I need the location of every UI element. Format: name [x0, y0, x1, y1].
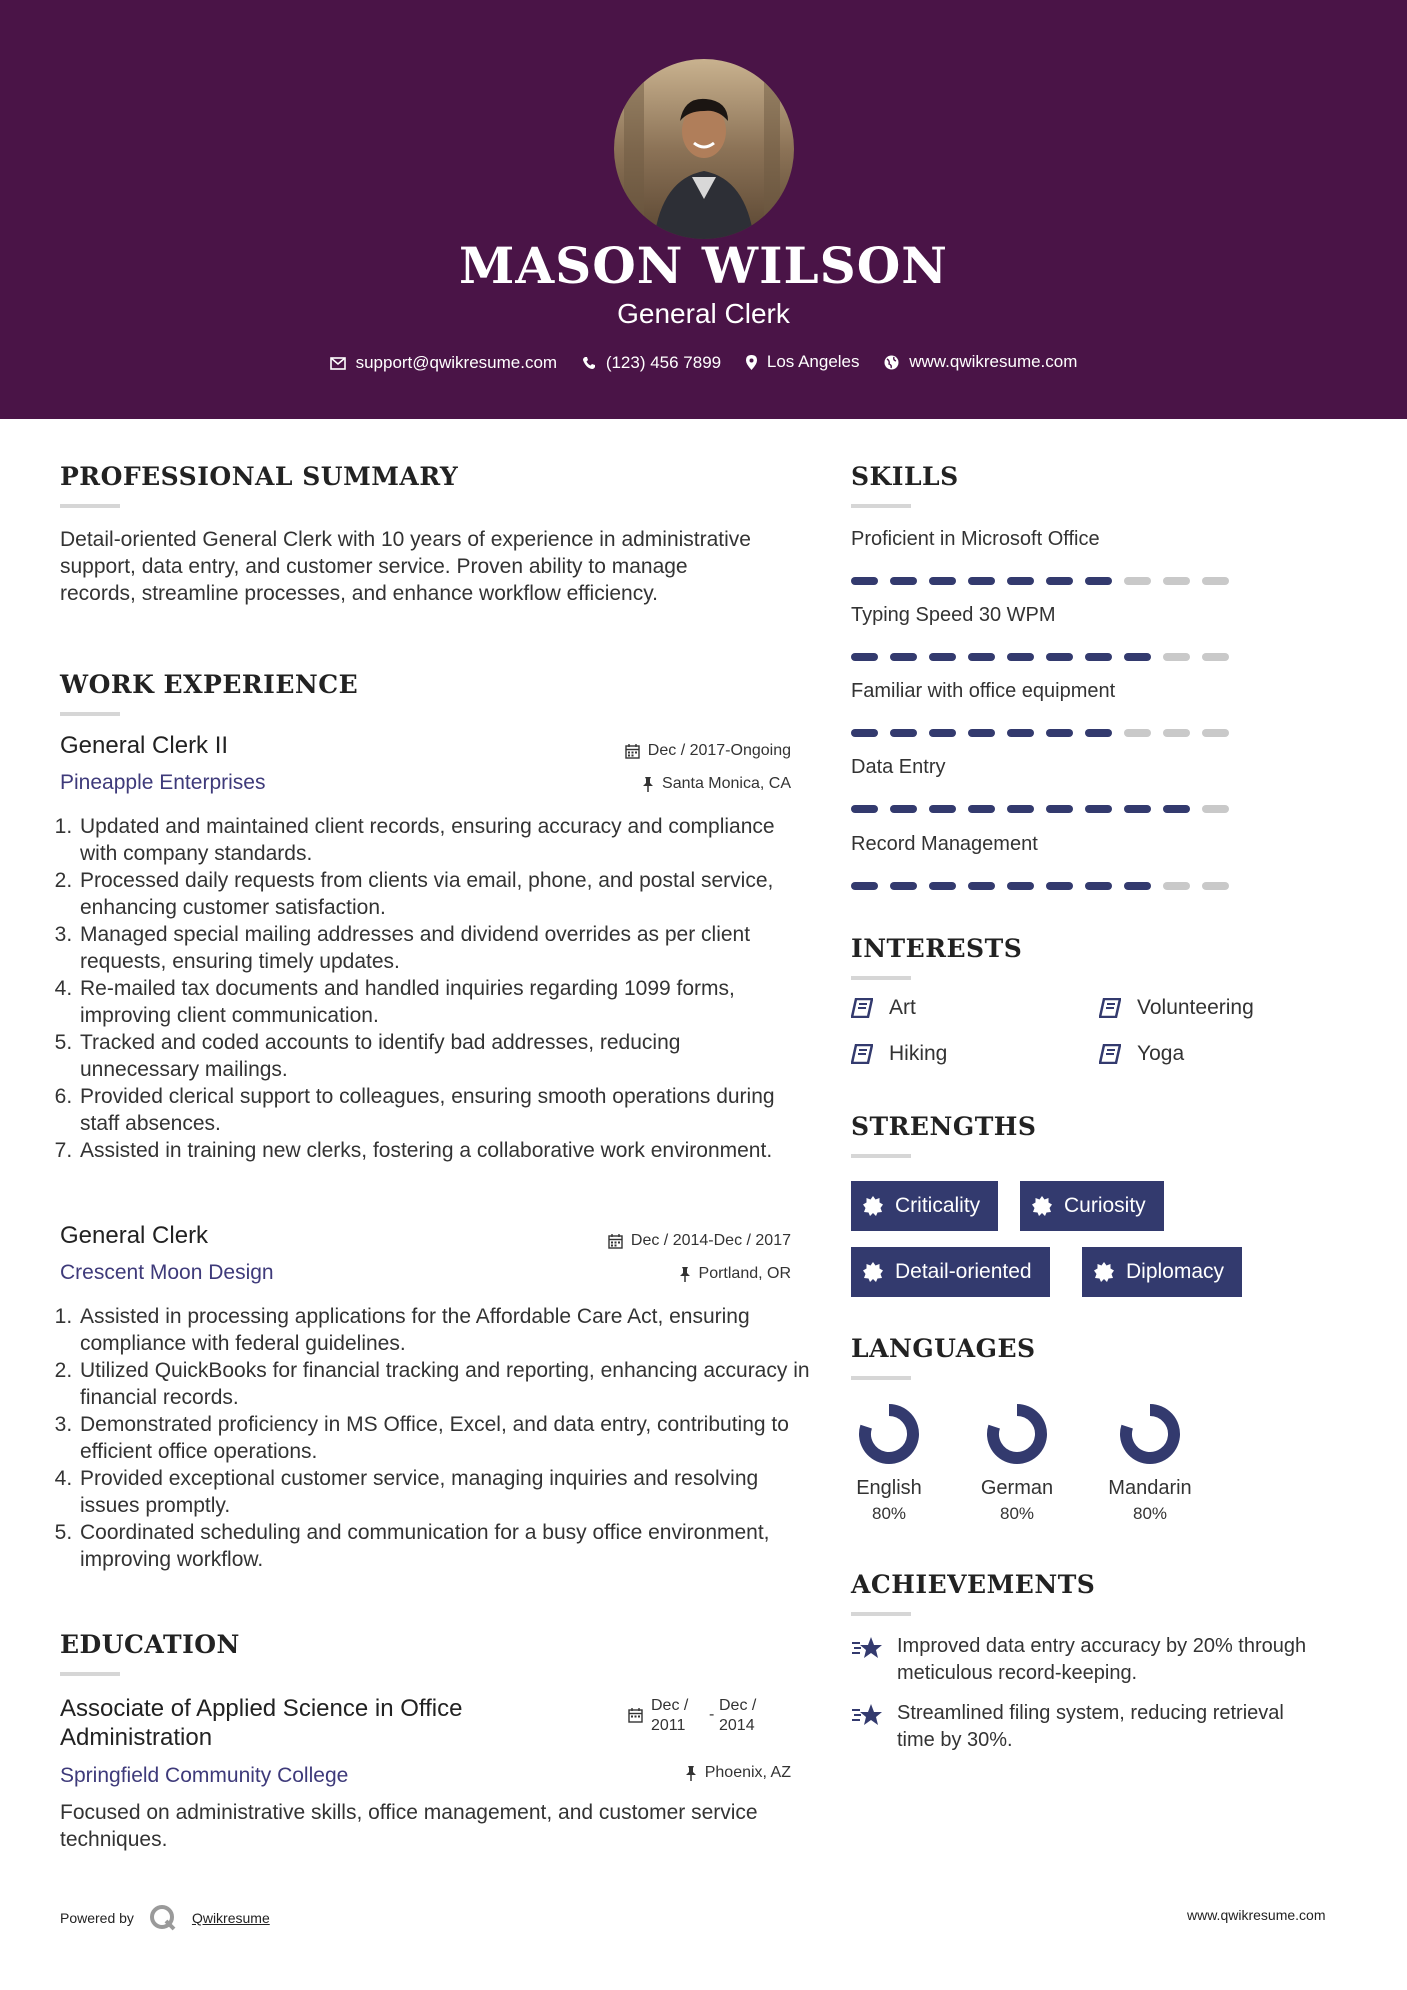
interests-rule: [851, 976, 911, 980]
contact-website-text: www.qwikresume.com: [909, 352, 1078, 371]
skill-dot-filled: [851, 729, 878, 737]
pushpin-icon: [679, 1267, 691, 1282]
phone-icon: [582, 356, 596, 370]
skill-name: Data Entry: [851, 756, 946, 778]
skill-dot-filled: [1046, 805, 1073, 813]
language-ring: [985, 1402, 1049, 1466]
education-location-text: Phoenix, AZ: [704, 1764, 791, 1781]
list-item: 6. Provided clerical support to colleagues, ensuring smooth operations during staff absences.: [78, 1083, 798, 1137]
skill-dot-filled: [968, 805, 995, 813]
skill-meter: [851, 729, 1241, 737]
skill-dot-empty: [1124, 577, 1151, 585]
strengths-heading: STRENGTHS: [851, 1112, 1037, 1141]
experience-heading: WORK EXPERIENCE: [60, 670, 359, 699]
skill-dot-filled: [929, 882, 956, 890]
contact-phone[interactable]: [582, 353, 721, 373]
education-start-month: Dec /: [651, 1697, 689, 1714]
envelope-icon: [330, 357, 346, 370]
skill-dot-filled: [929, 729, 956, 737]
language-item: [839, 1402, 939, 1524]
skill-dot-filled: [1085, 577, 1112, 585]
education-start: [651, 1696, 709, 1736]
job-bullets: [60, 1303, 818, 1573]
footer-powered: [60, 1903, 270, 1933]
job-location: [560, 775, 791, 793]
calendar-icon: [608, 1234, 623, 1249]
skill-dot-empty: [1202, 805, 1229, 813]
languages-rule: [851, 1376, 911, 1380]
skill-dot-filled: [1007, 653, 1034, 661]
degree-line-2: Administration: [60, 1724, 213, 1751]
interests-heading: INTERESTS: [851, 934, 1023, 963]
education-dates: Dec / 2011 - Dec / 2014: [628, 1696, 756, 1736]
achievement-text: Improved data entry accuracy by 20% through meticulous record-keeping.: [897, 1635, 1307, 1684]
skill-dot-filled: [929, 653, 956, 661]
skill-dot-empty: [1202, 729, 1229, 737]
skill-dot-filled: [1007, 882, 1034, 890]
candidate-title: General Clerk: [617, 298, 790, 329]
skill-dot-filled: [1046, 729, 1073, 737]
strength-label: Curiosity: [1064, 1194, 1146, 1217]
language-ring: [857, 1402, 921, 1466]
skill-dot-filled: [890, 882, 917, 890]
interest-item: [1099, 1042, 1184, 1066]
education-end-month: Dec /: [719, 1697, 757, 1714]
header-banner: [0, 0, 1407, 419]
language-percent: 80%: [1132, 1504, 1168, 1523]
brand-link[interactable]: Qwikresume: [191, 1910, 270, 1926]
skill-dot-filled: [1046, 653, 1073, 661]
star-icon: [851, 1702, 883, 1728]
skill-meter: [851, 805, 1241, 813]
badge-icon: [863, 1196, 883, 1216]
globe-icon: [884, 355, 899, 370]
pushpin-icon: [642, 777, 654, 792]
education-end-year: 2014: [719, 1717, 755, 1734]
skills-heading: SKILLS: [851, 462, 959, 491]
book-icon: [1099, 998, 1121, 1018]
badge-icon: [863, 1262, 883, 1282]
skill-dot-filled: [968, 729, 995, 737]
job-bullets: [60, 813, 798, 1164]
skill-name: Proficient in Microsoft Office: [851, 528, 1100, 550]
pushpin-icon: [685, 1766, 697, 1781]
strength-badge: [1020, 1181, 1164, 1231]
skill-dot-filled: [1007, 805, 1034, 813]
degree-line-1: Associate of Applied Science in Office: [60, 1695, 463, 1722]
school-name: Springfield Community College: [60, 1764, 349, 1787]
skill-dot-empty: [1163, 653, 1190, 661]
language-item: [1100, 1402, 1200, 1524]
strength-label: Detail-oriented: [895, 1260, 1032, 1283]
candidate-name: MASON WILSON: [459, 236, 948, 295]
job-dates-text: Dec / 2014-Dec / 2017: [630, 1232, 791, 1249]
interest-item: [1099, 996, 1254, 1020]
calendar-icon: [625, 744, 640, 759]
skill-name: Record Management: [851, 833, 1038, 855]
book-icon: [851, 1044, 873, 1064]
skill-meter: [851, 882, 1241, 890]
qwikresume-logo-icon: [148, 1903, 178, 1933]
skill-dot-empty: [1124, 729, 1151, 737]
language-name: German: [980, 1477, 1054, 1499]
languages-heading: LANGUAGES: [851, 1334, 1036, 1363]
job-location-text: Portland, OR: [698, 1265, 791, 1282]
map-pin-icon: [746, 355, 757, 370]
book-icon: [851, 998, 873, 1018]
skill-dot-filled: [1085, 729, 1112, 737]
skill-dot-filled: [890, 577, 917, 585]
skill-dot-filled: [1085, 805, 1112, 813]
language-percent: 80%: [871, 1504, 907, 1523]
achievements-rule: [851, 1612, 911, 1616]
interest-label: Art: [889, 996, 916, 1019]
interest-label: Hiking: [889, 1042, 948, 1065]
education-end: [719, 1696, 756, 1736]
experience-rule: [60, 712, 120, 716]
skill-dot-filled: [1124, 882, 1151, 890]
badge-icon: [1032, 1196, 1052, 1216]
skill-meter: [851, 577, 1241, 585]
list-item: 1. Updated and maintained client records, ensuring accuracy and compliance with company standards.: [78, 813, 798, 867]
skill-dot-filled: [1007, 729, 1034, 737]
company-name: Pineapple Enterprises: [60, 771, 266, 794]
contact-email-text: support@qwikresume.com: [355, 353, 558, 372]
contact-location-text: Los Angeles: [766, 352, 860, 371]
list-item: 5. Coordinated scheduling and communication for a busy office environment, improving workflow.: [78, 1519, 818, 1573]
job-dates-text: Dec / 2017-Ongoing: [647, 742, 791, 759]
skill-dot-empty: [1163, 577, 1190, 585]
skill-dot-filled: [890, 729, 917, 737]
summary-heading: PROFESSIONAL SUMMARY: [60, 462, 459, 491]
achievement-item: [851, 1633, 1311, 1687]
language-percent: 80%: [999, 1504, 1035, 1523]
strength-badge: [1082, 1247, 1242, 1297]
skill-dot-filled: [1046, 577, 1073, 585]
job-dates: [540, 1232, 791, 1250]
powered-by-label: Powered by: [60, 1910, 134, 1926]
interest-label: Volunteering: [1137, 996, 1254, 1019]
star-icon: [851, 1635, 883, 1661]
contact-website[interactable]: [884, 352, 1077, 372]
skill-meter: [851, 653, 1241, 661]
skill-name: Typing Speed 30 WPM: [851, 604, 1056, 626]
language-name: English: [856, 1477, 922, 1499]
education-heading: EDUCATION: [60, 1630, 240, 1659]
skill-dot-empty: [1202, 882, 1229, 890]
skill-dot-filled: [1085, 882, 1112, 890]
list-item: 2. Processed daily requests from clients via email, phone, and postal service, enhancing customer satisfaction.: [78, 867, 798, 921]
summary-rule: [60, 504, 120, 508]
profile-photo: [614, 59, 794, 239]
job-dates: [560, 742, 791, 760]
skill-dot-filled: [1124, 805, 1151, 813]
education-text: Focused on administrative skills, office management, and customer service techniques.: [60, 1801, 758, 1851]
achievement-item: [851, 1700, 1311, 1754]
skills-rule: [851, 504, 911, 508]
summary-text: Detail-oriented General Clerk with 10 years of experience in administrative support, data entry, and customer service. Proven ability to manage records, streamline processes, and enhance workflow efficiency.: [60, 528, 751, 605]
interest-item: [851, 1042, 947, 1066]
job-title: General Clerk: [60, 1222, 209, 1249]
calendar-icon: [628, 1708, 643, 1723]
skill-dot-filled: [890, 805, 917, 813]
list-item: 3. Managed special mailing addresses and dividend overrides as per client requests, ensuring timely updates.: [78, 921, 798, 975]
skill-dot-filled: [1046, 882, 1073, 890]
list-item: 5. Tracked and coded accounts to identify bad addresses, reducing unnecessary mailings.: [78, 1029, 798, 1083]
strengths-rule: [851, 1154, 911, 1158]
list-item: 7. Assisted in training new clerks, fostering a collaborative work environment.: [78, 1137, 798, 1164]
company-name: Crescent Moon Design: [60, 1261, 274, 1284]
skill-dot-filled: [929, 577, 956, 585]
contact-location: [746, 352, 860, 372]
skill-dot-filled: [1085, 653, 1112, 661]
skill-dot-filled: [968, 882, 995, 890]
job-title: General Clerk II: [60, 732, 229, 759]
list-item: 2. Utilized QuickBooks for financial tracking and reporting, enhancing accuracy in financial records.: [78, 1357, 818, 1411]
education-rule: [60, 1672, 120, 1676]
education-location: [560, 1764, 791, 1782]
skill-name: Familiar with office equipment: [851, 680, 1116, 702]
language-item: [967, 1402, 1067, 1524]
book-icon: [1099, 1044, 1121, 1064]
skill-dot-filled: [851, 805, 878, 813]
skill-dot-filled: [929, 805, 956, 813]
degree-title: [60, 1694, 462, 1752]
skill-dot-filled: [1124, 653, 1151, 661]
skill-dot-filled: [968, 653, 995, 661]
skill-dot-filled: [890, 653, 917, 661]
language-ring: [1118, 1402, 1182, 1466]
skill-dot-filled: [851, 882, 878, 890]
skill-dot-empty: [1202, 577, 1229, 585]
list-item: 4. Provided exceptional customer service, managing inquiries and resolving issues promptly.: [78, 1465, 818, 1519]
skill-dot-empty: [1202, 653, 1229, 661]
skill-dot-filled: [1163, 805, 1190, 813]
badge-icon: [1094, 1262, 1114, 1282]
footer-website[interactable]: www.qwikresume.com: [1187, 1907, 1326, 1923]
achievement-text: Streamlined filing system, reducing retrieval time by 30%.: [897, 1702, 1284, 1751]
interest-item: [851, 996, 916, 1020]
strength-label: Diplomacy: [1126, 1260, 1225, 1283]
job-location: [560, 1265, 791, 1283]
contact-email[interactable]: [330, 353, 558, 373]
achievements-heading: ACHIEVEMENTS: [851, 1570, 1096, 1599]
interest-label: Yoga: [1137, 1042, 1185, 1065]
education-start-year: 2011: [651, 1717, 686, 1734]
contact-phone-text: (123) 456 7899: [605, 352, 722, 372]
skill-dot-empty: [1163, 729, 1190, 737]
job-location-text: Santa Monica, CA: [662, 775, 791, 792]
list-item: 4. Re-mailed tax documents and handled inquiries regarding 1099 forms, improving client communication.: [78, 975, 798, 1029]
skill-dot-filled: [968, 577, 995, 585]
list-item: 1. Assisted in processing applications for the Affordable Care Act, ensuring compliance with federal guidelines.: [78, 1303, 818, 1357]
language-name: Mandarin: [1108, 1477, 1192, 1499]
skill-dot-filled: [851, 577, 878, 585]
skill-dot-filled: [1007, 577, 1034, 585]
skill-dot-empty: [1163, 882, 1190, 890]
contact-bar: [0, 352, 1407, 375]
strength-label: Criticality: [895, 1194, 981, 1217]
strength-badge: [851, 1181, 998, 1231]
strength-badge: [851, 1247, 1050, 1297]
list-item: 3. Demonstrated proficiency in MS Office, Excel, and data entry, contributing to efficient office operations.: [78, 1411, 818, 1465]
skill-dot-filled: [851, 653, 878, 661]
